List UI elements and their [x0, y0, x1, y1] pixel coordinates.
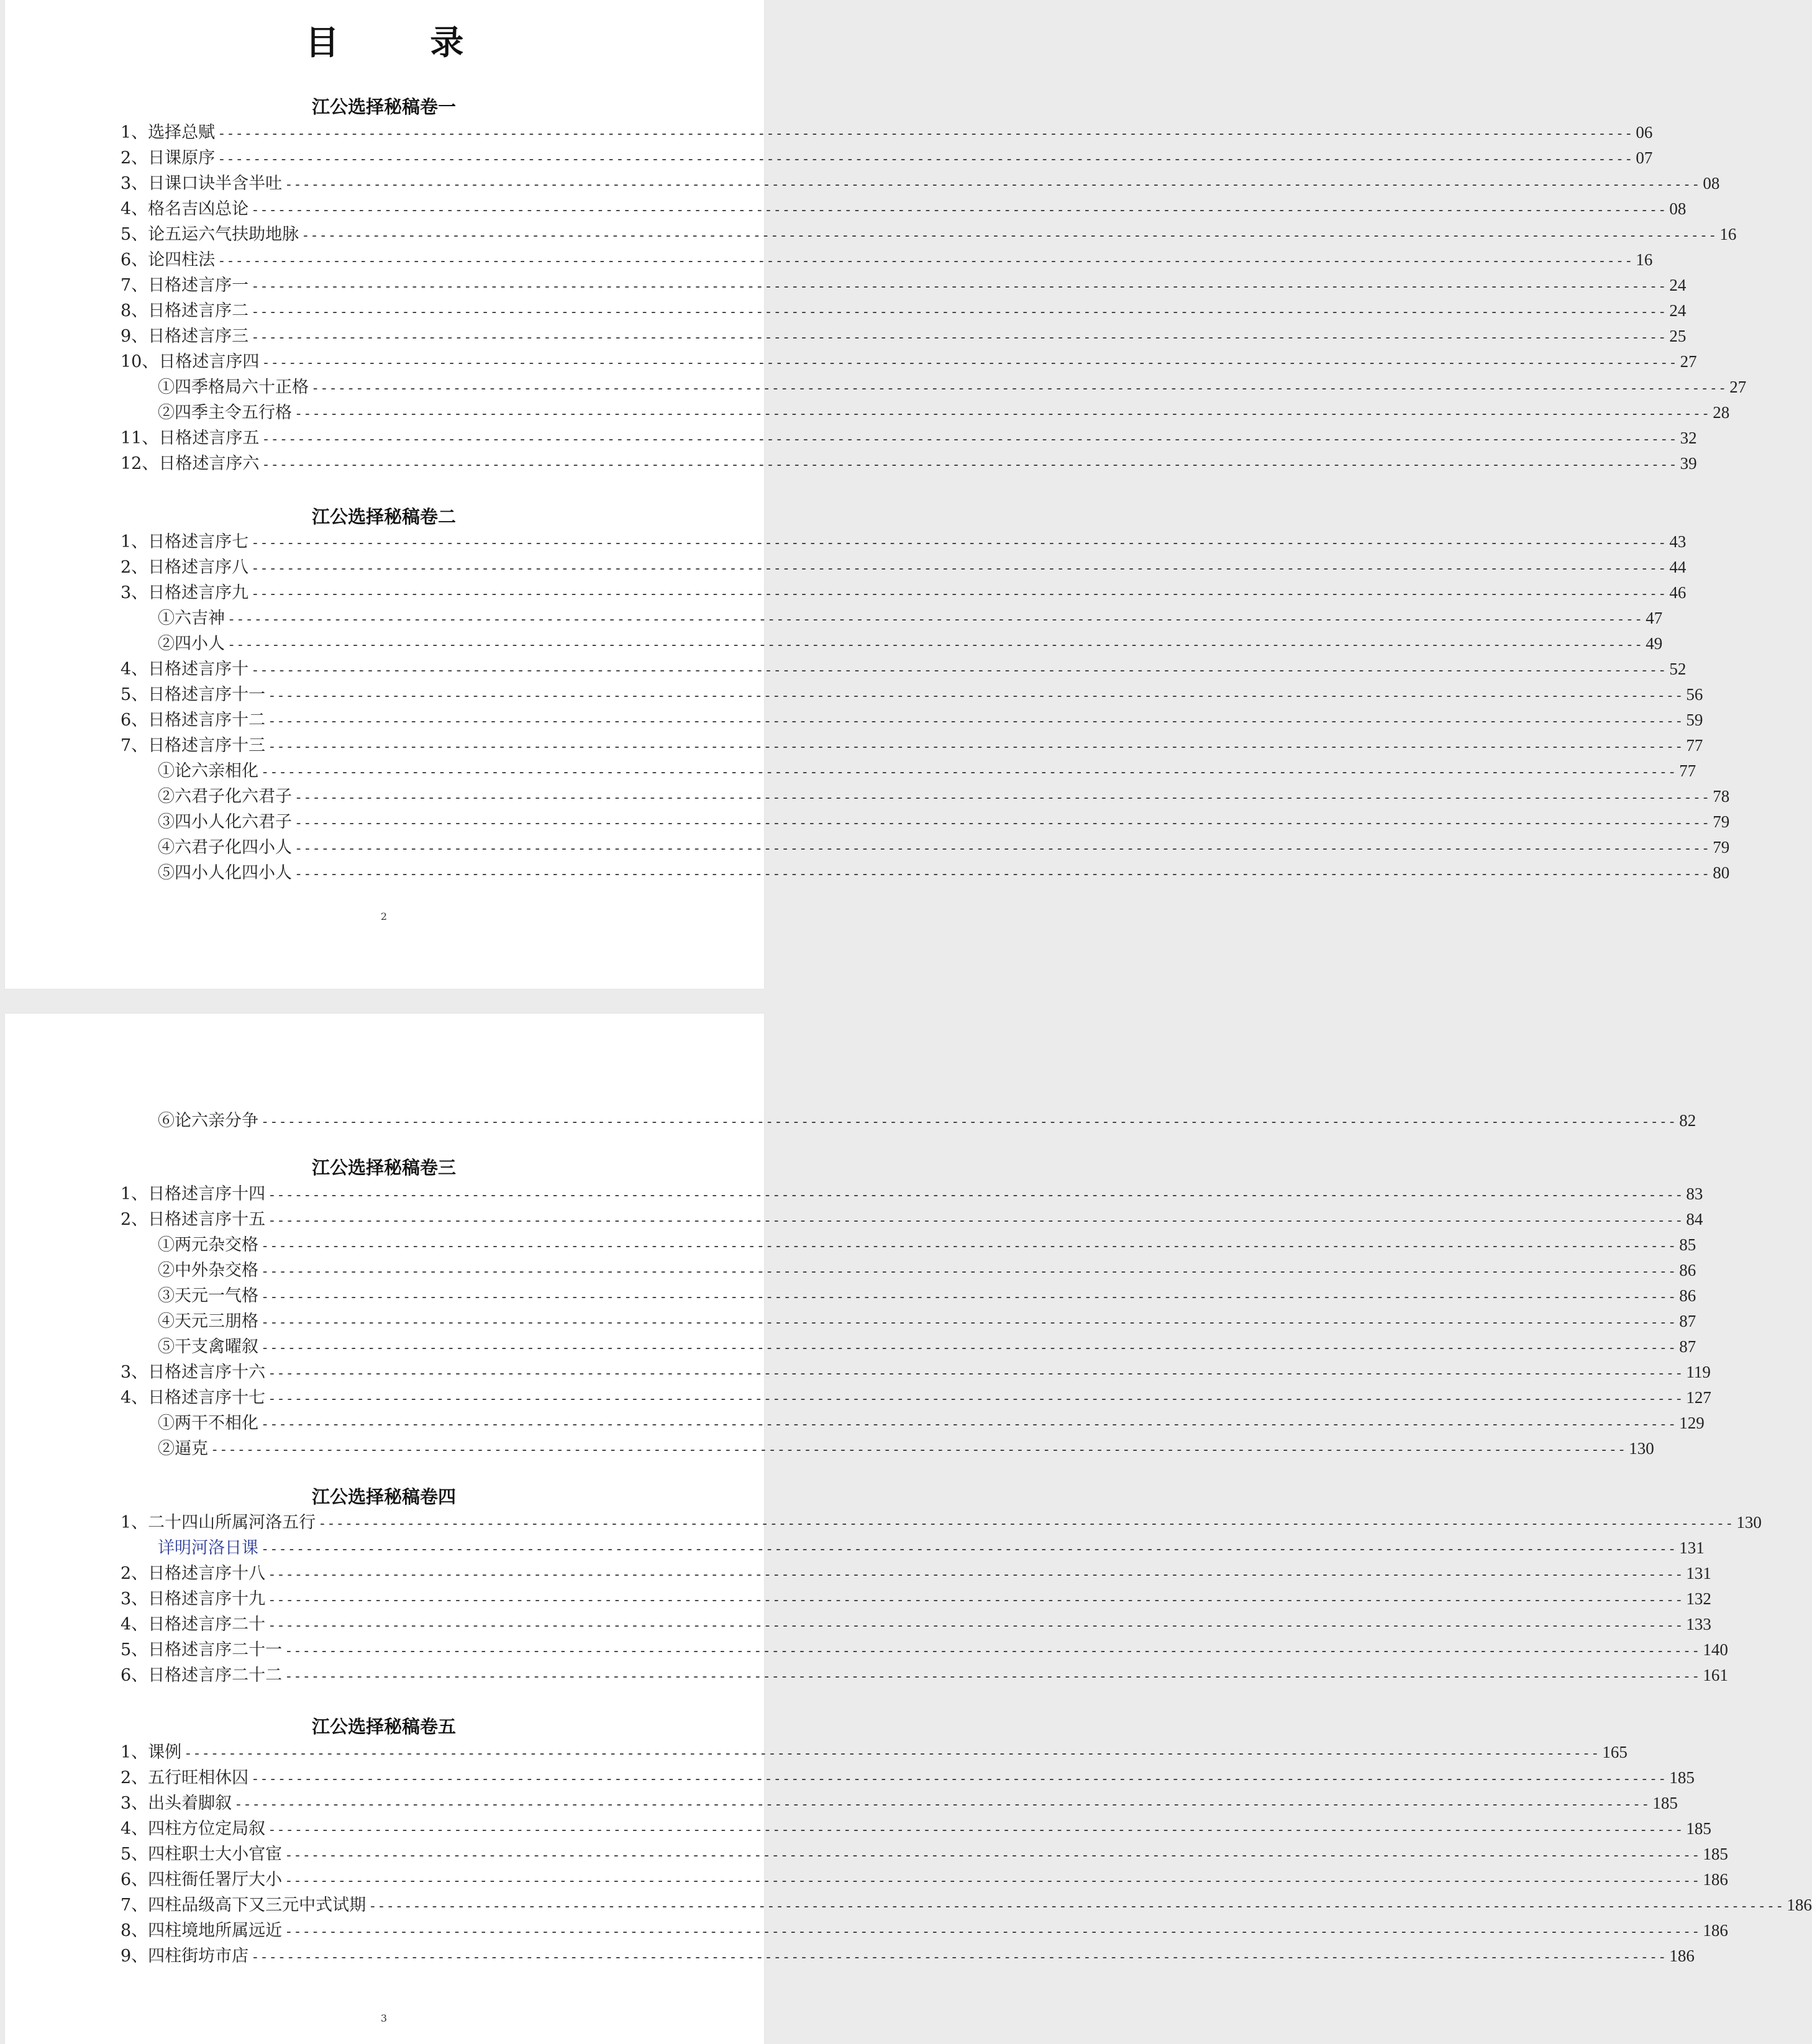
toc-entry[interactable] [121, 1612, 1711, 1638]
toc-entry[interactable] [121, 1510, 1762, 1537]
dot-leader: ---------------------------------------------------------------------------------------------------------------------------------------------------------------- [294, 815, 1711, 831]
dot-leader: ---------------------------------------------------------------------------------------------------------------------------------------------------------------- [217, 152, 1634, 167]
toc-entry-page: 32 [1680, 429, 1697, 447]
toc-entry[interactable] [121, 1181, 1703, 1208]
dot-leader: ---------------------------------------------------------------------------------------------------------------------------------------------------------------- [285, 1643, 1701, 1659]
toc-entry[interactable] [158, 631, 1663, 658]
toc-entry-label: 详明河洛日课 [158, 1538, 258, 1558]
page-number: 3 [380, 2012, 388, 2024]
toc-entry-page: 06 [1636, 123, 1653, 142]
dot-leader: ---------------------------------------------------------------------------------------------------------------------------------------------------------------- [251, 535, 1667, 551]
toc-entry-label: 1、日格述言序七 [121, 532, 249, 552]
toc-entry-label: ③四小人化六君子 [158, 812, 292, 832]
toc-entry-page: 24 [1669, 276, 1687, 294]
toc-entry-page: 131 [1686, 1564, 1711, 1583]
toc-entry[interactable] [121, 120, 1653, 147]
dot-leader: ---------------------------------------------------------------------------------------------------------------------------------------------------------------- [268, 1391, 1684, 1407]
section-title: 江公选择秘稿卷五 [311, 1716, 456, 1737]
dot-leader: ---------------------------------------------------------------------------------------------------------------------------------------------------------------- [261, 1315, 1677, 1330]
dot-leader: ---------------------------------------------------------------------------------------------------------------------------------------------------------------- [311, 381, 1728, 396]
toc-entry[interactable] [121, 1867, 1728, 1894]
toc-entry-label: 4、日格述言序十 [121, 660, 249, 679]
dot-leader: ---------------------------------------------------------------------------------------------------------------------------------------------------------------- [285, 1848, 1701, 1863]
toc-entry-label: ②六君子化六君子 [158, 787, 292, 806]
dot-leader: ---------------------------------------------------------------------------------------------------------------------------------------------------------------- [251, 1950, 1667, 1965]
dot-leader: ---------------------------------------------------------------------------------------------------------------------------------------------------------------- [261, 1114, 1677, 1130]
toc-entry-label: ②逼克 [158, 1439, 208, 1458]
toc-entry-page: 25 [1669, 327, 1687, 345]
toc-entry-label: 1、课例 [121, 1743, 182, 1762]
toc-entry[interactable] [121, 1765, 1695, 1792]
toc-entry[interactable] [158, 758, 1696, 785]
toc-entry-page: 27 [1729, 378, 1747, 396]
toc-entry[interactable] [158, 1535, 1705, 1562]
toc-entry-page: 24 [1669, 301, 1687, 320]
toc-entry-page: 186 [1669, 1946, 1695, 1965]
toc-entry-page: 44 [1669, 558, 1687, 576]
toc-entry-page: 84 [1686, 1210, 1703, 1229]
toc-entry-label: 5、论五运六气扶助地脉 [121, 225, 299, 244]
toc-entry-page: 43 [1669, 532, 1687, 551]
toc-entry[interactable] [121, 555, 1687, 581]
toc-entry-page: 59 [1686, 711, 1703, 729]
toc-title: 目 录 [305, 22, 504, 62]
toc-entry-label: ⑥论六亲分争 [158, 1111, 258, 1130]
toc-entry-page: 80 [1713, 863, 1730, 882]
toc-entry-page: 185 [1686, 1819, 1711, 1838]
toc-entry-label: 5、日格述言序二十一 [121, 1640, 283, 1660]
toc-entry-page: 186 [1787, 1896, 1812, 1914]
toc-entry-page: 08 [1703, 174, 1720, 193]
dot-leader: ---------------------------------------------------------------------------------------------------------------------------------------------------------------- [251, 586, 1667, 602]
dot-leader: ---------------------------------------------------------------------------------------------------------------------------------------------------------------- [285, 177, 1701, 193]
toc-entry-page: 79 [1713, 812, 1730, 831]
dot-leader: ---------------------------------------------------------------------------------------------------------------------------------------------------------------- [268, 688, 1684, 704]
toc-entry-label: 2、日格述言序十八 [121, 1564, 266, 1583]
dot-leader: ---------------------------------------------------------------------------------------------------------------------------------------------------------------- [261, 765, 1677, 780]
toc-entry[interactable] [121, 349, 1697, 376]
toc-entry[interactable] [121, 324, 1687, 350]
toc-entry-page: 49 [1646, 634, 1663, 653]
toc-entry-page: 52 [1669, 660, 1687, 678]
toc-entry-label: 6、论四柱法 [121, 250, 216, 270]
toc-entry-label: ④六君子化四小人 [158, 838, 292, 857]
toc-entry-label: ①两干不相化 [158, 1414, 258, 1433]
dot-leader: ---------------------------------------------------------------------------------------------------------------------------------------------------------------- [262, 457, 1678, 473]
toc-entry-page: 186 [1703, 1921, 1728, 1940]
dot-leader: ---------------------------------------------------------------------------------------------------------------------------------------------------------------- [261, 1289, 1677, 1305]
toc-entry-page: 87 [1679, 1337, 1696, 1356]
dot-leader: ---------------------------------------------------------------------------------------------------------------------------------------------------------------- [217, 253, 1634, 269]
toc-entry-page: 185 [1652, 1794, 1678, 1812]
toc-entry-label: 3、日课口诀半含半吐 [121, 174, 283, 193]
toc-entry-label: 9、日格述言序三 [121, 327, 249, 346]
toc-entry[interactable] [121, 1663, 1728, 1689]
toc-entry-label: ①两元杂交格 [158, 1235, 258, 1255]
toc-entry[interactable] [158, 860, 1730, 887]
toc-entry[interactable] [121, 451, 1697, 478]
toc-entry-label: ⑤干支禽曜叙 [158, 1337, 258, 1356]
toc-entry-label: 1、选择总赋 [121, 123, 216, 142]
toc-entry[interactable] [121, 733, 1703, 760]
toc-entry[interactable] [121, 656, 1687, 683]
toc-entry[interactable] [158, 1334, 1696, 1361]
toc-entry-page: 127 [1686, 1388, 1711, 1407]
toc-entry-page: 130 [1736, 1513, 1762, 1532]
toc-entry[interactable] [158, 1108, 1696, 1135]
toc-entry[interactable] [121, 145, 1653, 172]
document-page-2 [5, 1014, 1812, 2044]
toc-entry-page: 132 [1686, 1589, 1711, 1608]
toc-entry[interactable] [121, 580, 1687, 607]
section-title: 江公选择秘稿卷一 [311, 96, 456, 117]
toc-entry[interactable] [121, 1892, 1812, 1919]
toc-entry-label: ①六吉神 [158, 609, 225, 628]
toc-entry-label: 1、二十四山所属河洛五行 [121, 1513, 316, 1532]
document-page-1 [5, 0, 1747, 989]
toc-entry[interactable] [121, 1385, 1711, 1412]
toc-entry-page: 56 [1686, 685, 1703, 704]
toc-entry-label: 7、日格述言序十三 [121, 736, 266, 755]
toc-entry-page: 185 [1669, 1768, 1695, 1787]
toc-entry-label: ④天元三朋格 [158, 1312, 258, 1331]
toc-entry-page: 79 [1713, 838, 1730, 856]
toc-entry[interactable] [121, 1360, 1711, 1386]
toc-entry-page: 82 [1679, 1111, 1696, 1130]
toc-entry[interactable] [121, 425, 1697, 452]
page-number: 2 [380, 911, 388, 922]
dot-leader: ---------------------------------------------------------------------------------------------------------------------------------------------------------------- [268, 1567, 1684, 1583]
toc-entry-page: 85 [1679, 1235, 1696, 1254]
toc-entry-label: 3、日格述言序十九 [121, 1589, 266, 1609]
toc-entry[interactable] [121, 196, 1687, 223]
toc-entry[interactable] [158, 606, 1663, 632]
toc-entry-page: 119 [1686, 1363, 1711, 1381]
dot-leader: ---------------------------------------------------------------------------------------------------------------------------------------------------------------- [294, 790, 1711, 806]
toc-entry[interactable] [121, 1561, 1711, 1588]
dot-leader: ---------------------------------------------------------------------------------------------------------------------------------------------------------------- [268, 1366, 1684, 1381]
toc-entry-label: 4、格名吉凶总论 [121, 199, 249, 219]
dot-leader: ---------------------------------------------------------------------------------------------------------------------------------------------------------------- [251, 1771, 1667, 1787]
toc-entry-page: 47 [1646, 609, 1663, 627]
dot-leader: ---------------------------------------------------------------------------------------------------------------------------------------------------------------- [261, 1542, 1677, 1557]
toc-entry-label: 1、日格述言序十四 [121, 1184, 266, 1204]
toc-entry-label: 4、日格述言序二十 [121, 1615, 266, 1634]
toc-entry-page: 86 [1679, 1286, 1696, 1305]
dot-leader: ---------------------------------------------------------------------------------------------------------------------------------------------------------------- [285, 1669, 1701, 1684]
toc-entry-label: 5、四柱职士大小官宦 [121, 1845, 283, 1864]
toc-entry-label: 3、出头着脚叙 [121, 1794, 232, 1813]
toc-entry-label: 2、日课原序 [121, 148, 216, 168]
dot-leader: ---------------------------------------------------------------------------------------------------------------------------------------------------------------- [251, 561, 1667, 576]
dot-leader: ---------------------------------------------------------------------------------------------------------------------------------------------------------------- [262, 355, 1678, 371]
dot-leader: ---------------------------------------------------------------------------------------------------------------------------------------------------------------- [268, 1592, 1684, 1608]
toc-entry[interactable] [121, 682, 1703, 709]
toc-entry-page: 133 [1686, 1615, 1711, 1633]
toc-entry-label: ①四季格局六十正格 [158, 378, 309, 397]
toc-entry[interactable] [121, 1637, 1728, 1664]
toc-entry-page: 16 [1719, 225, 1737, 243]
toc-entry-label: 3、日格述言序十六 [121, 1363, 266, 1382]
dot-leader: ---------------------------------------------------------------------------------------------------------------------------------------------------------------- [285, 1924, 1701, 1940]
toc-entry[interactable] [158, 1283, 1696, 1310]
toc-entry-page: 28 [1713, 403, 1730, 422]
dot-leader: ---------------------------------------------------------------------------------------------------------------------------------------------------------------- [368, 1899, 1785, 1914]
toc-entry-page: 131 [1679, 1538, 1705, 1557]
dot-leader: ---------------------------------------------------------------------------------------------------------------------------------------------------------------- [301, 228, 1718, 243]
toc-entry[interactable] [121, 707, 1703, 734]
toc-entry[interactable] [121, 1740, 1628, 1766]
toc-entry[interactable] [158, 809, 1730, 836]
toc-entry-label: 5、日格述言序十一 [121, 685, 266, 704]
toc-entry-label: 10、日格述言序四 [121, 352, 260, 371]
toc-entry[interactable] [121, 1586, 1711, 1613]
toc-entry-page: 140 [1703, 1640, 1728, 1659]
dot-leader: ---------------------------------------------------------------------------------------------------------------------------------------------------------------- [294, 841, 1711, 856]
dot-leader: ---------------------------------------------------------------------------------------------------------------------------------------------------------------- [268, 1822, 1684, 1838]
toc-entry[interactable] [158, 1410, 1705, 1437]
toc-entry-label: 11、日格述言序五 [121, 429, 260, 448]
dot-leader: ---------------------------------------------------------------------------------------------------------------------------------------------------------------- [268, 1213, 1684, 1229]
toc-entry[interactable] [121, 222, 1737, 248]
toc-entry-label: 6、四柱衙任署厅大小 [121, 1870, 283, 1889]
toc-entry[interactable] [121, 1816, 1711, 1843]
dot-leader: ---------------------------------------------------------------------------------------------------------------------------------------------------------------- [261, 1238, 1677, 1254]
toc-entry-page: 186 [1703, 1870, 1728, 1889]
toc-entry[interactable] [121, 1207, 1703, 1233]
toc-entry-label: 7、日格述言序一 [121, 276, 249, 295]
toc-entry-page: 83 [1686, 1184, 1703, 1203]
toc-entry-page: 78 [1713, 787, 1730, 806]
toc-entry[interactable] [158, 835, 1730, 861]
toc-entry-page: 16 [1636, 250, 1653, 269]
toc-entry[interactable] [158, 1258, 1696, 1284]
toc-entry-label: ⑤四小人化四小人 [158, 863, 292, 883]
toc-entry[interactable] [121, 529, 1687, 556]
toc-entry-label: 8、日格述言序二 [121, 301, 249, 320]
dot-leader: ---------------------------------------------------------------------------------------------------------------------------------------------------------------- [294, 866, 1711, 882]
toc-entry[interactable] [121, 171, 1720, 198]
toc-entry-page: 27 [1680, 352, 1697, 371]
toc-entry-page: 46 [1669, 583, 1687, 602]
dot-leader: ---------------------------------------------------------------------------------------------------------------------------------------------------------------- [217, 126, 1634, 142]
toc-entry-page: 87 [1679, 1312, 1696, 1330]
toc-entry-label: 6、日格述言序二十二 [121, 1666, 283, 1685]
toc-entry[interactable] [158, 375, 1747, 401]
toc-entry-label: ②中外杂交格 [158, 1261, 258, 1280]
section-title: 江公选择秘稿卷三 [311, 1157, 456, 1178]
toc-entry[interactable] [158, 784, 1730, 811]
dot-leader: ---------------------------------------------------------------------------------------------------------------------------------------------------------------- [261, 1417, 1677, 1432]
toc-entry-label: 6、日格述言序十二 [121, 711, 266, 730]
dot-leader: ---------------------------------------------------------------------------------------------------------------------------------------------------------------- [227, 612, 1644, 627]
toc-entry[interactable] [121, 247, 1653, 274]
toc-entry-label: 2、日格述言序十五 [121, 1210, 266, 1229]
toc-entry-label: ②四季主令五行格 [158, 403, 292, 422]
toc-entry-label: ①论六亲相化 [158, 761, 258, 781]
dot-leader: ---------------------------------------------------------------------------------------------------------------------------------------------------------------- [251, 279, 1667, 294]
toc-entry[interactable] [121, 1791, 1678, 1817]
toc-entry[interactable] [158, 1309, 1696, 1335]
toc-entry-label: 7、四柱品级高下又三元中式试期 [121, 1896, 366, 1915]
dot-leader: ---------------------------------------------------------------------------------------------------------------------------------------------------------------- [262, 432, 1678, 447]
toc-entry-page: 39 [1680, 454, 1697, 473]
dot-leader: ---------------------------------------------------------------------------------------------------------------------------------------------------------------- [268, 714, 1684, 729]
toc-entry-label: 4、日格述言序十七 [121, 1388, 266, 1407]
dot-leader: ---------------------------------------------------------------------------------------------------------------------------------------------------------------- [268, 739, 1684, 755]
toc-entry-label: 3、日格述言序九 [121, 583, 249, 602]
toc-entry-page: 08 [1669, 199, 1687, 218]
toc-entry[interactable] [158, 400, 1730, 427]
toc-entry-page: 86 [1679, 1261, 1696, 1279]
dot-leader: ---------------------------------------------------------------------------------------------------------------------------------------------------------------- [268, 1618, 1684, 1633]
toc-entry-page: 07 [1636, 148, 1653, 167]
toc-entry[interactable] [158, 1436, 1654, 1463]
dot-leader: ---------------------------------------------------------------------------------------------------------------------------------------------------------------- [318, 1516, 1734, 1532]
dot-leader: ---------------------------------------------------------------------------------------------------------------------------------------------------------------- [251, 663, 1667, 678]
toc-entry[interactable] [158, 1232, 1696, 1259]
toc-entry[interactable] [121, 1918, 1728, 1945]
toc-entry-page: 129 [1679, 1414, 1705, 1432]
toc-entry-page: 185 [1703, 1845, 1728, 1863]
toc-entry[interactable] [121, 298, 1687, 325]
toc-entry-label: 2、五行旺相休囚 [121, 1768, 249, 1787]
toc-entry[interactable] [121, 273, 1687, 299]
toc-entry-label: 12、日格述言序六 [121, 454, 260, 473]
toc-entry-page: 165 [1602, 1743, 1628, 1761]
dot-leader: ---------------------------------------------------------------------------------------------------------------------------------------------------------------- [211, 1442, 1627, 1458]
toc-entry-label: 4、四柱方位定局叙 [121, 1819, 266, 1838]
toc-entry-page: 77 [1686, 736, 1703, 755]
toc-entry-label: ②四小人 [158, 634, 225, 653]
dot-leader: ---------------------------------------------------------------------------------------------------------------------------------------------------------------- [268, 1188, 1684, 1203]
dot-leader: ---------------------------------------------------------------------------------------------------------------------------------------------------------------- [227, 637, 1644, 653]
dot-leader: ---------------------------------------------------------------------------------------------------------------------------------------------------------------- [234, 1797, 1650, 1812]
toc-entry-label: 8、四柱境地所属远近 [121, 1921, 283, 1940]
dot-leader: ---------------------------------------------------------------------------------------------------------------------------------------------------------------- [285, 1873, 1701, 1889]
toc-entry-label: 9、四柱街坊市店 [121, 1946, 249, 1966]
dot-leader: ---------------------------------------------------------------------------------------------------------------------------------------------------------------- [261, 1340, 1677, 1356]
dot-leader: ---------------------------------------------------------------------------------------------------------------------------------------------------------------- [251, 304, 1667, 320]
toc-entry-page: 130 [1629, 1439, 1654, 1458]
dot-leader: ---------------------------------------------------------------------------------------------------------------------------------------------------------------- [251, 330, 1667, 345]
toc-entry-label: ③天元一气格 [158, 1286, 258, 1306]
toc-entry-label: 2、日格述言序八 [121, 558, 249, 577]
dot-leader: ---------------------------------------------------------------------------------------------------------------------------------------------------------------- [251, 202, 1667, 218]
section-title: 江公选择秘稿卷二 [311, 506, 456, 527]
dot-leader: ---------------------------------------------------------------------------------------------------------------------------------------------------------------- [184, 1746, 1600, 1761]
section-title: 江公选择秘稿卷四 [311, 1486, 456, 1507]
toc-entry[interactable] [121, 1943, 1695, 1970]
toc-entry-page: 161 [1703, 1666, 1728, 1684]
dot-leader: ---------------------------------------------------------------------------------------------------------------------------------------------------------------- [294, 406, 1711, 422]
dot-leader: ---------------------------------------------------------------------------------------------------------------------------------------------------------------- [261, 1264, 1677, 1279]
toc-entry[interactable] [121, 1842, 1728, 1868]
toc-entry-page: 77 [1679, 761, 1696, 780]
